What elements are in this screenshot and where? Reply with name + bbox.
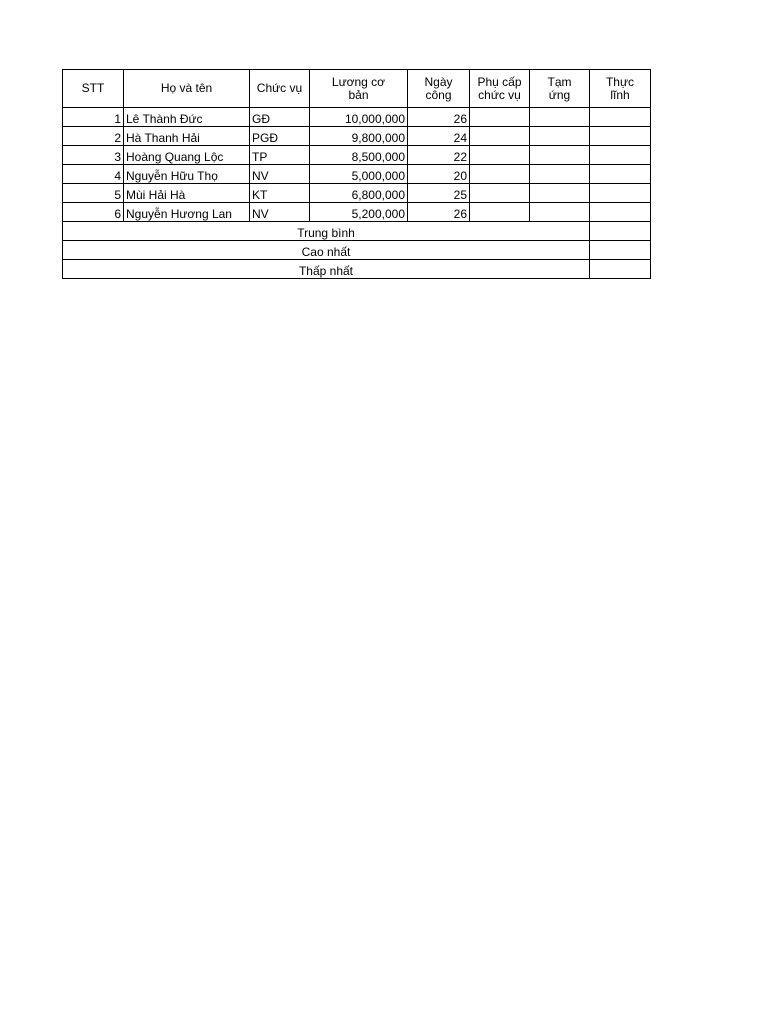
cell-stt[interactable]: 3 [63,146,124,165]
header-net-pay-line2: lĩnh [610,87,630,102]
header-base-salary[interactable] [310,70,408,108]
cell-base-salary[interactable]: 6,800,000 [310,184,408,203]
header-work-days-line2: công [425,87,452,102]
cell-net-pay[interactable] [590,127,651,146]
header-work-days-line1: Ngày [424,74,453,89]
header-base-salary-line1: Lương cơ [331,74,386,89]
cell-advance[interactable] [530,146,590,165]
header-position[interactable]: Chức vụ [250,70,310,108]
summary-label-average[interactable]: Trung bình [63,222,590,241]
header-allowance-line2: chức vụ [478,87,521,102]
header-advance-line1: Tạm [547,74,572,89]
table-row [63,127,651,146]
cell-net-pay[interactable] [590,108,651,127]
cell-net-pay[interactable] [590,146,651,165]
cell-allowance[interactable] [470,108,530,127]
cell-name[interactable]: Nguyễn Hữu Thọ [124,165,250,184]
header-allowance-line1: Phụ cấp [477,74,522,89]
cell-advance[interactable] [530,165,590,184]
cell-position[interactable]: PGĐ [250,127,310,146]
header-work-days[interactable] [408,70,470,108]
spreadsheet-page [62,69,651,279]
table-row [63,108,651,127]
cell-net-pay[interactable] [590,165,651,184]
header-name[interactable]: Họ và tên [124,70,250,108]
header-allowance[interactable] [470,70,530,108]
cell-base-salary[interactable]: 9,800,000 [310,127,408,146]
cell-work-days[interactable]: 25 [408,184,470,203]
header-net-pay[interactable] [590,70,651,108]
cell-name[interactable]: Hoàng Quang Lộc [124,146,250,165]
cell-net-pay[interactable] [590,203,651,222]
cell-allowance[interactable] [470,127,530,146]
cell-work-days[interactable]: 20 [408,165,470,184]
cell-position[interactable]: TP [250,146,310,165]
header-base-salary-line2: bản [348,87,369,102]
cell-advance[interactable] [530,108,590,127]
cell-net-pay-max[interactable] [590,241,651,260]
cell-position[interactable]: NV [250,165,310,184]
cell-work-days[interactable]: 26 [408,108,470,127]
cell-base-salary[interactable]: 8,500,000 [310,146,408,165]
table-row [63,146,651,165]
table-row [63,184,651,203]
cell-advance[interactable] [530,184,590,203]
header-advance[interactable] [530,70,590,108]
cell-base-salary[interactable]: 10,000,000 [310,108,408,127]
summary-row-average [63,222,651,241]
summary-row-max [63,241,651,260]
cell-position[interactable]: NV [250,203,310,222]
salary-table [62,69,651,279]
cell-stt[interactable]: 1 [63,108,124,127]
cell-advance[interactable] [530,203,590,222]
header-net-pay-line1: Thực [605,74,635,89]
cell-base-salary[interactable]: 5,200,000 [310,203,408,222]
cell-stt[interactable]: 5 [63,184,124,203]
cell-allowance[interactable] [470,165,530,184]
cell-allowance[interactable] [470,146,530,165]
header-row [63,70,651,108]
cell-net-pay-average[interactable] [590,222,651,241]
cell-work-days[interactable]: 26 [408,203,470,222]
cell-advance[interactable] [530,127,590,146]
cell-work-days[interactable]: 22 [408,146,470,165]
cell-net-pay-min[interactable] [590,260,651,279]
cell-base-salary[interactable]: 5,000,000 [310,165,408,184]
summary-label-max[interactable]: Cao nhất [63,241,590,260]
header-advance-line2: ứng [548,87,571,102]
header-stt[interactable]: STT [63,70,124,108]
summary-label-min[interactable]: Thấp nhất [63,260,590,279]
cell-name[interactable]: Nguyễn Hương Lan [124,203,250,222]
cell-name[interactable]: Hà Thanh Hải [124,127,250,146]
table-row [63,165,651,184]
cell-stt[interactable]: 2 [63,127,124,146]
cell-name[interactable]: Mùi Hải Hà [124,184,250,203]
cell-allowance[interactable] [470,203,530,222]
cell-allowance[interactable] [470,184,530,203]
cell-work-days[interactable]: 24 [408,127,470,146]
table-row [63,203,651,222]
cell-name[interactable]: Lê Thành Đức [124,108,250,127]
cell-stt[interactable]: 6 [63,203,124,222]
cell-net-pay[interactable] [590,184,651,203]
cell-position[interactable]: GĐ [250,108,310,127]
summary-row-min [63,260,651,279]
cell-position[interactable]: KT [250,184,310,203]
cell-stt[interactable]: 4 [63,165,124,184]
